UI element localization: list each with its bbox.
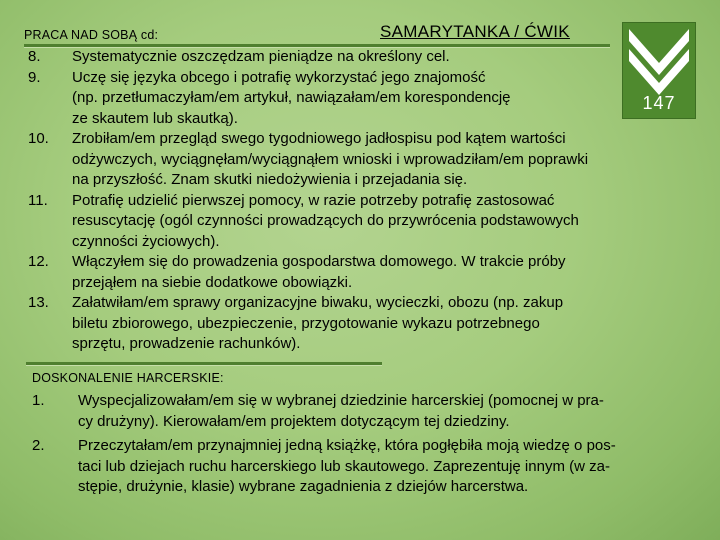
item-text: Potrafię udzielić pierwszej pomocy, w razie potrzeby potrafię zastosować resuscytację (ogól czynności prowadzących do przywrócenia podstawowych czynności życiowych). [72, 191, 579, 250]
item-number: 8. [28, 48, 41, 65]
item-number: 2. [32, 437, 45, 454]
list-item [28, 191, 668, 253]
item-number: 13. [28, 294, 49, 311]
section-label-development: DOSKONALENIE HARCERSKIE: [32, 371, 224, 385]
item-text: Systematycznie oszczędzam pieniądze na określony cel. [72, 48, 450, 65]
item-text: Wyspecjalizowałam/em się w wybranej dziedzinie harcerskiej (pomocnej w pra- cy drużyny). Kierowałam/em projektem dotyczącym tej dziedziny. [78, 392, 604, 430]
item-number: 1. [32, 392, 45, 409]
list-item [28, 293, 668, 355]
development-list [32, 391, 692, 498]
list-item [28, 47, 668, 68]
list-item [32, 436, 692, 498]
section-label-work: PRACA NAD SOBĄ cd: [24, 28, 159, 42]
item-number: 11. [28, 191, 48, 209]
item-number: 9. [28, 68, 41, 86]
item-text: Przeczytałam/em przynajmniej jedną książkę, która pogłębiła moją wiedzę o pos- taci lub dziejach ruchu harcerskiego lub skautowego. Zaprezentuję innym (w za- stępie, drużynie, klasie) wybrane zagadnienia z dziejów harcerstwa. [78, 437, 616, 495]
item-text: Włączyłem się do prowadzenia gospodarstwa domowego. W trakcie próby przejąłem na siebie dodatkowe obowiązki. [72, 253, 566, 291]
divider-middle [26, 362, 382, 365]
item-text: Zrobiłam/em przegląd swego tygodniowego jadłospisu pod kątem wartości odżywczych, wyciągnęłam/wyciągnąłem wnioski i wprowadziłam/em poprawki na przyszłość. Znam skutki niedożywienia i przejadania się. [72, 130, 589, 188]
badge-number: 147 [642, 93, 676, 113]
page-title: SAMARYTANKA / ĆWIK [380, 22, 570, 41]
list-item [28, 252, 668, 293]
list-item [32, 391, 692, 432]
item-text: Załatwiłam/em sprawy organizacyjne biwaku, wycieczki, obozu (np. zakup biletu zbiorowego, ubezpieczenie, przygotowanie wykazu potrzebnego sprzętu, prowadzenie rachunków). [72, 294, 564, 352]
item-number: 12. [28, 253, 49, 270]
list-item [28, 129, 668, 191]
work-list [28, 47, 668, 355]
list-item [28, 68, 668, 130]
item-number: 10. [28, 130, 49, 147]
item-text: Uczę się języka obcego i potrafię wykorzystać jego znajomość (np. przetłumaczyłam/em artykuł, nawiązałam/em korespondencję ze skautem lub skautką). [72, 68, 511, 127]
